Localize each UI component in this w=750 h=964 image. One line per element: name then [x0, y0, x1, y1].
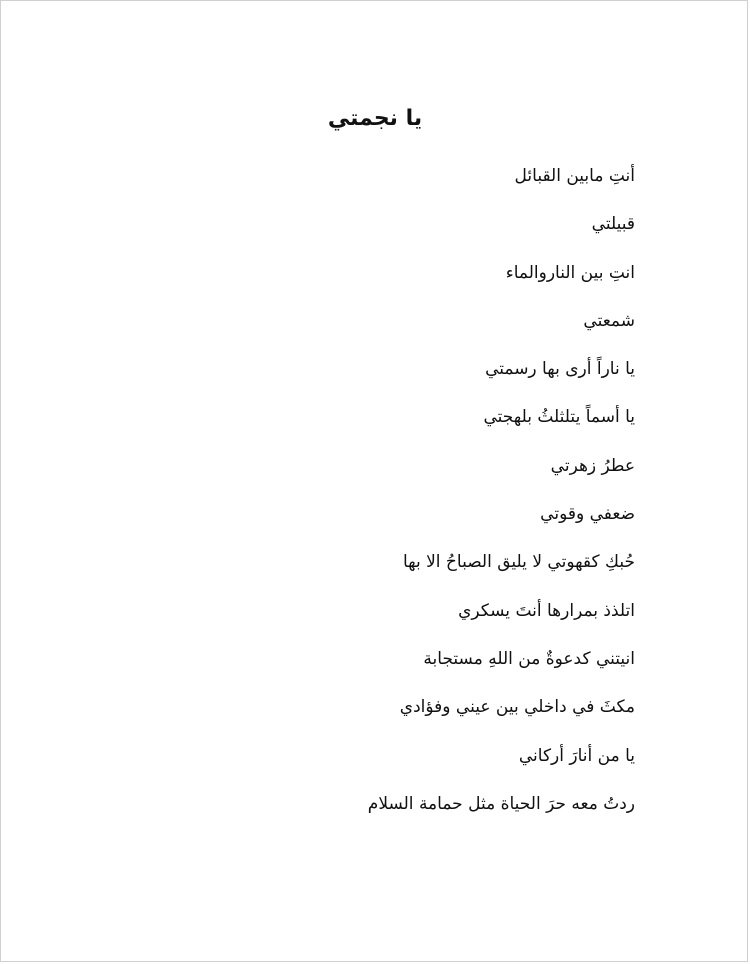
poem-line: ضعفي وقوتي: [540, 504, 635, 525]
poem-line: مكثَ في داخلي بين عيني وفؤادي: [399, 697, 635, 718]
poem-line: عطرُ زهرتي: [550, 455, 635, 476]
poem-body: [215, 161, 635, 837]
poem-line: حُبكِ كقهوتي لا يليق الصباحُ الا بها: [402, 552, 635, 573]
poem-line: يا ناراً أرى بها رسمتي: [485, 359, 635, 380]
poem-line: انيتني كدعوةٌ من اللهِ مستجابة: [423, 648, 635, 669]
poem-line: اتلذذ بمرارها أنتَ يسكري: [458, 600, 635, 621]
poem-line: أنتِ مابين القبائل: [514, 166, 635, 186]
poem-line: يا أسماً يتلثلثُ بلهجتي: [483, 407, 635, 428]
poem-line: يا من أنارَ أركاني: [518, 745, 635, 766]
poem-line: ردتُ معه حرَ الحياة مثل حمامة السلام: [367, 793, 635, 814]
poem-line: قبيلتي: [591, 214, 635, 235]
poem-line: انتِ بين الناروالماء: [505, 262, 635, 283]
poem-title: يا نجمتي: [327, 106, 423, 131]
poem-line: شمعتي: [583, 310, 635, 331]
